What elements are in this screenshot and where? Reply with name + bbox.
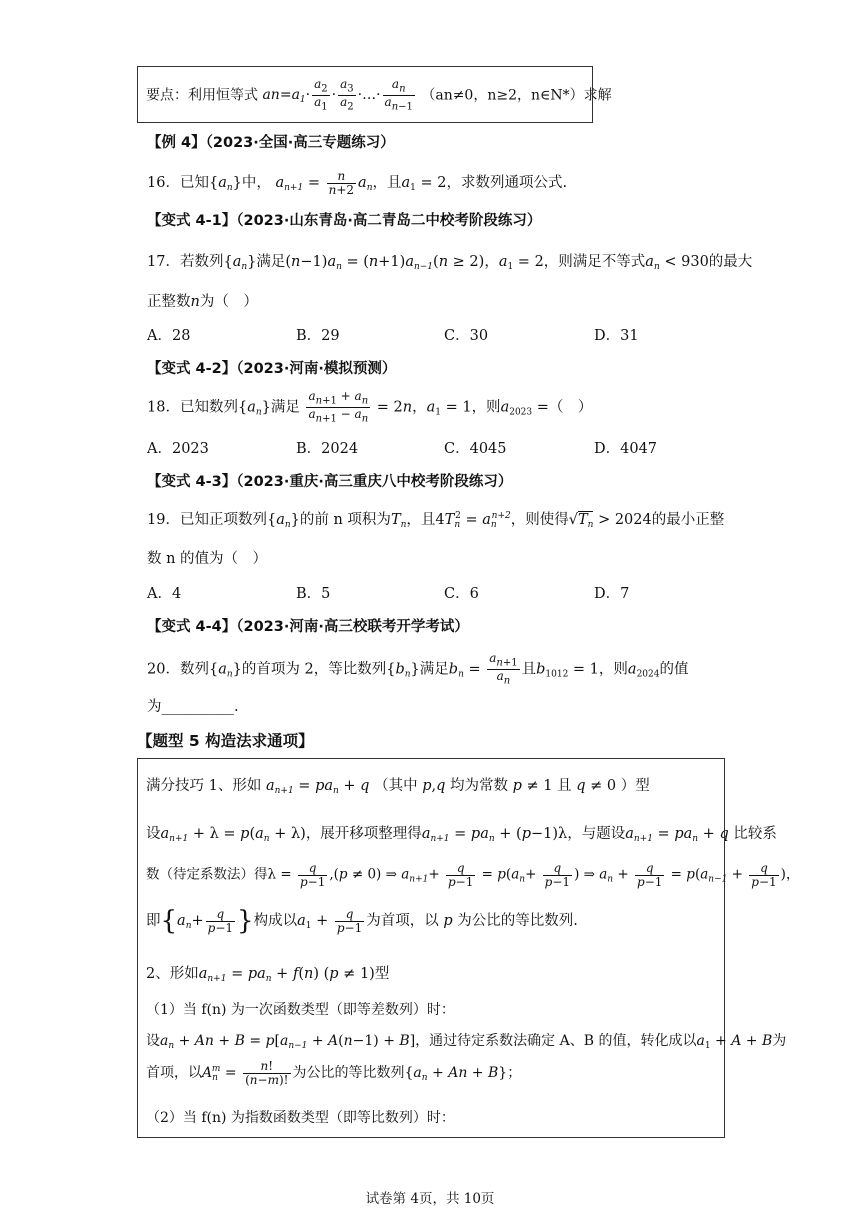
box-line-6: （1）当 f(n) 为一次函数类型（即等差数列）时： bbox=[146, 1002, 455, 1018]
q17-option-c[interactable]: C．30 bbox=[444, 328, 489, 344]
q18-option-b[interactable]: B．2024 bbox=[296, 441, 359, 457]
box-line-7: 设$a_n + An + B = p[a_{n-1} + A(n-1) + B]$，通过待定系数法确定 A、B 的值，转化成以$a_1 + A + B$为 bbox=[146, 1033, 787, 1051]
section-title: 【题型 5 构造法求通项】 bbox=[137, 732, 314, 750]
question-19-line1: 19．已知正项数列$\{a_n\}$的前 n 项积为$T_n$，且$4T_n^2 = a_n^{n+2}$，则使得$√T_n > 2024$的最小正整 bbox=[147, 511, 725, 530]
box-line-4: 即{$a_n+$ $\frac{q}{p-1}$ }构成以$a_1$ + $\frac{q}{p-1}$ 为首项，以 p 为公比的等比数列. bbox=[146, 906, 578, 936]
question-18: 18．已知数列$\{a_n\}$满足 $\frac{a_{n+1} + a_n}{a_{n+1} - a_n}$ = 2n，$a_1 = 1$，则$a_{2023}$ =（ ） bbox=[147, 389, 593, 425]
question-20-line2: 为__________. bbox=[147, 699, 239, 715]
page-footer: 试卷第 4页，共 10页 bbox=[365, 1191, 495, 1207]
variant-4-4-header: 【变式 4-4】（2023·河南·高三校联考开学考试） bbox=[147, 619, 469, 635]
q19-option-b[interactable]: B．5 bbox=[296, 586, 331, 602]
q17-option-a[interactable]: A．28 bbox=[147, 328, 191, 344]
box-line-2: 设$a_{n+1} + \lambda = p(a_n + \lambda)$，展开移项整理得$a_{n+1} = pa_n + (p-1)\lambda$，与题设$a_{n+1} = pa_n + q$ 比较系 bbox=[146, 826, 777, 844]
question-19-line2: 数 n 的值为（ ） bbox=[147, 551, 268, 567]
variant-4-2-header: 【变式 4-2】（2023·河南·模拟预测） bbox=[147, 361, 397, 377]
question-20-line1: 20．数列$\{a_n\}$的首项为 2，等比数列$\{b_n\}$满足$b_n$ = $\frac{a_{n+1}}{a_n}$ 且$b_{1012} = 1$，则$a_{2024}$的值 bbox=[147, 651, 689, 687]
key-point-suffix: 求解 bbox=[583, 87, 612, 104]
variant-4-3-header: 【变式 4-3】（2023·重庆·高三重庆八中校考阶段练习） bbox=[147, 474, 513, 490]
question-17-line2: 正整数n为（ ） bbox=[147, 294, 258, 310]
question-17-line1: 17．若数列$\{a_n\}$满足$(n-1)a_n = (n+1)a_{n-1}(n \ge 2)$，$a_1 = 2$，则满足不等式$a_n < 930$的最大 bbox=[147, 254, 753, 272]
box-line-1: 满分技巧 1、形如 $a_{n+1} = pa_n + q$ （其中 p,q 均为常数 p ≠ 1 且 q ≠ 0 ）型 bbox=[146, 778, 650, 796]
q18-option-d[interactable]: D．4047 bbox=[594, 441, 658, 457]
q19-option-d[interactable]: D．7 bbox=[594, 586, 630, 602]
q18-option-a[interactable]: A．2023 bbox=[147, 441, 209, 457]
key-point-condition: （an≠0，n≥2，n∈N*） bbox=[421, 87, 584, 104]
box-line-8: 首项，以$A_n^m$ = $\frac{n!}{(n-m)!}$ 为公比的等比数列$\{a_n + An + B\}$； bbox=[146, 1059, 522, 1087]
variant-4-1-header: 【变式 4-1】（2023·山东青岛·高二青岛二中校考阶段练习） bbox=[147, 213, 542, 229]
key-point-line bbox=[146, 78, 612, 113]
q17-option-d[interactable]: D．31 bbox=[594, 328, 639, 344]
example-4-header: 【例 4】（2023·全国·高三专题练习） bbox=[147, 135, 395, 151]
q18-option-c[interactable]: C．4045 bbox=[444, 441, 507, 457]
key-point-prefix: 要点：利用恒等式 bbox=[146, 87, 258, 104]
q19-option-c[interactable]: C．6 bbox=[444, 586, 479, 602]
box-line-5: 2、形如$a_{n+1} = pa_n + f(n) (p \ne 1)$型 bbox=[146, 966, 390, 984]
key-point-identity: $an=a_1\cdot$ $\frac{a_2}{a_1}$ · $\frac{a_3}{a_2}$ ·…· $\frac{a_n}{a_{n-1}}$ bbox=[262, 77, 413, 113]
box-line-3: 数（待定系数法）得λ = $\frac{q}{p-1}$ ,(p ≠ 0) ⇒ $a_{n+1}+$ $\frac{q}{p-1}$ = $p(a_n+$ $\frac{q}{p-1}$ ) ⇒ $a_n$ + $\frac{q}{p-1}$ = $p(a_{n-1}$ + $\frac{q}{p-1}$ )， bbox=[146, 861, 800, 889]
q19-option-a[interactable]: A．4 bbox=[147, 586, 182, 602]
q17-option-b[interactable]: B．29 bbox=[296, 328, 340, 344]
question-16: 16．已知$\{a_n\}$中， $a_{n+1}$ = $\frac{n}{n+2}$ $a_n$，且$a_1 = 2$，求数列通项公式. bbox=[147, 169, 568, 197]
box-line-9: （2）当 f(n) 为指数函数类型（即等比数列）时： bbox=[146, 1110, 455, 1126]
